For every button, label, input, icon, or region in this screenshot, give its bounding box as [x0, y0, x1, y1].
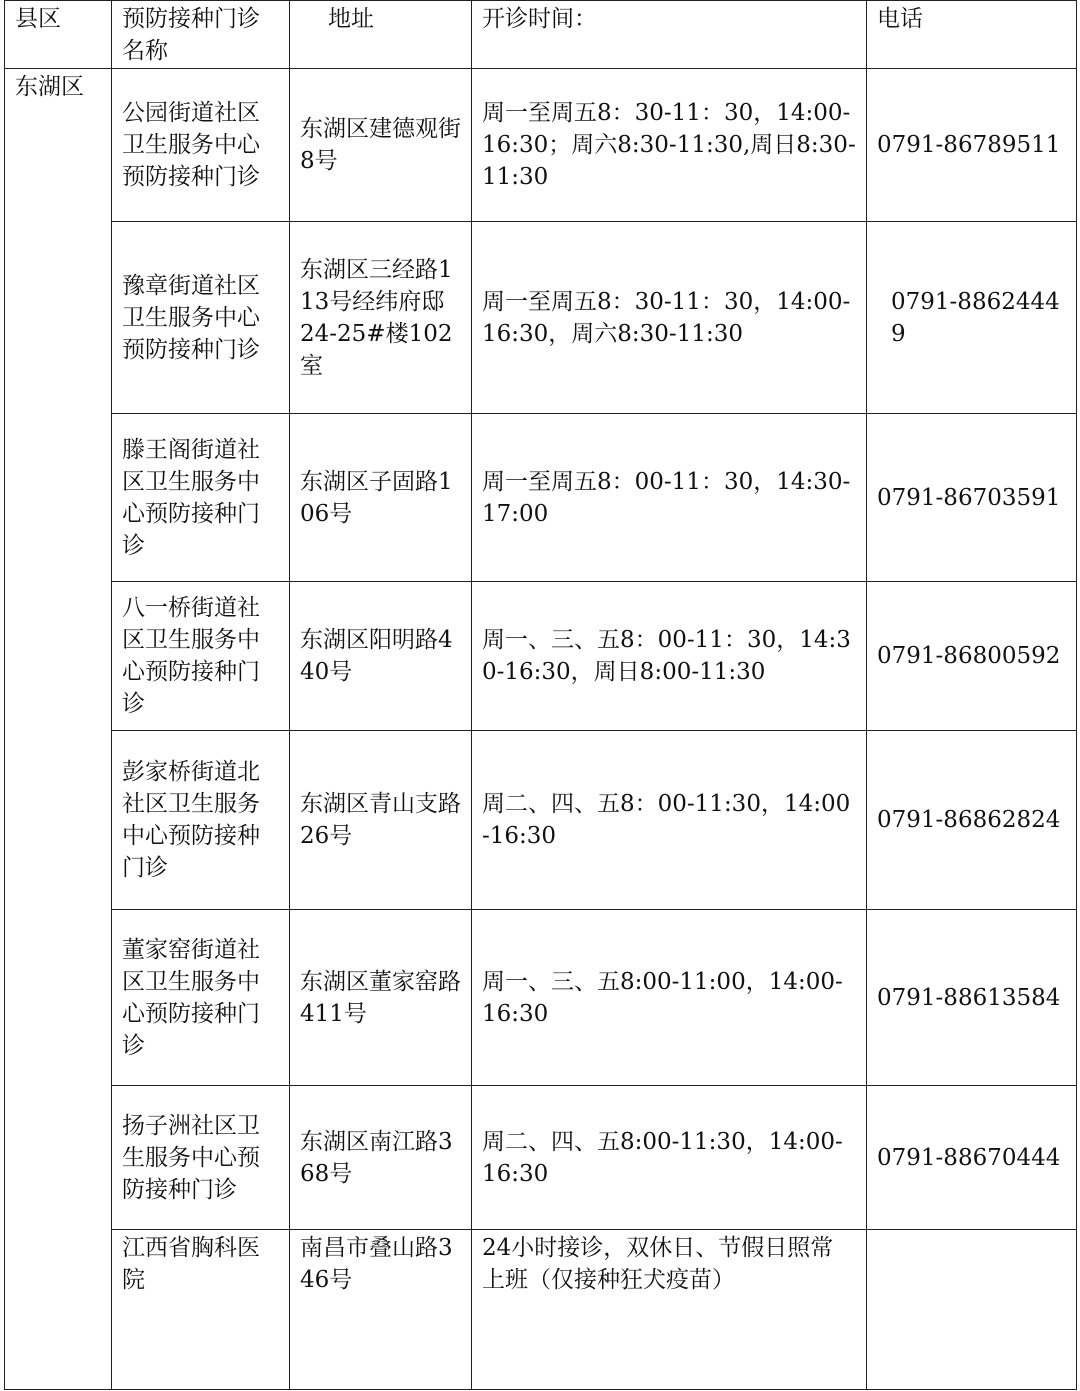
clinic-phone: 0791-86800592 — [867, 582, 1077, 731]
header-hours: 开诊时间： — [472, 1, 867, 69]
clinic-name: 扬子洲社区卫生服务中心预防接种门诊 — [112, 1086, 290, 1230]
clinic-address: 东湖区三经路113号经纬府邸 24-25#楼102室 — [290, 222, 472, 414]
clinic-name: 彭家桥街道北社区卫生服务中心预防接种门诊 — [112, 731, 290, 910]
clinic-phone: 0791-86862824 — [867, 731, 1077, 910]
clinic-address: 东湖区建德观街8号 — [290, 69, 472, 222]
clinic-address: 东湖区董家窑路411号 — [290, 910, 472, 1086]
clinic-hours: 周二、四、五8:00-11:30，14:00-16:30 — [472, 1086, 867, 1230]
table-row — [5, 731, 1077, 910]
clinic-address: 东湖区阳明路440号 — [290, 582, 472, 731]
table-row — [5, 414, 1077, 582]
clinic-hours: 24小时接诊，双休日、节假日照常上班（仅接种狂犬疫苗） — [472, 1230, 867, 1390]
header-phone: 电话 — [867, 1, 1077, 69]
clinic-phone — [867, 1230, 1077, 1390]
header-name: 预防接种门诊名称 — [112, 1, 290, 69]
clinic-phone: 0791-88624449 — [867, 222, 1077, 414]
clinic-hours: 周一至周五8：30-11：30，14:00-16:30；周六8:30-11:30,周日8:30-11:30 — [472, 69, 867, 222]
clinic-address: 东湖区南江路368号 — [290, 1086, 472, 1230]
table-row — [5, 910, 1077, 1086]
county-cell: 东湖区 — [5, 69, 112, 1390]
clinic-name: 公园街道社区卫生服务中心预防接种门诊 — [112, 69, 290, 222]
table-row — [5, 69, 1077, 222]
table-row — [5, 1230, 1077, 1390]
clinic-name: 江西省胸科医院 — [112, 1230, 290, 1390]
clinic-phone: 0791-88613584 — [867, 910, 1077, 1086]
clinic-name: 滕王阁街道社区卫生服务中心预防接种门诊 — [112, 414, 290, 582]
clinic-address: 南昌市叠山路346号 — [290, 1230, 472, 1390]
clinic-hours: 周一至周五8：30-11：30，14:00-16:30，周六8:30-11:30 — [472, 222, 867, 414]
table-header-row — [5, 1, 1077, 69]
clinic-name: 豫章街道社区卫生服务中心预防接种门诊 — [112, 222, 290, 414]
clinic-table — [4, 0, 1077, 1390]
table-row — [5, 1086, 1077, 1230]
clinic-address: 东湖区子固路106号 — [290, 414, 472, 582]
clinic-address: 东湖区青山支路26号 — [290, 731, 472, 910]
clinic-hours: 周二、四、五8：00-11:30，14:00-16:30 — [472, 731, 867, 910]
clinic-hours: 周一、三、五8：00-11：30，14:30-16:30，周日8:00-11:30 — [472, 582, 867, 731]
clinic-name: 董家窑街道社区卫生服务中心预防接种门诊 — [112, 910, 290, 1086]
table-row — [5, 222, 1077, 414]
header-address: 地址 — [290, 1, 472, 69]
clinic-phone: 0791-86789511 — [867, 69, 1077, 222]
table-row — [5, 582, 1077, 731]
clinic-hours: 周一至周五8：00-11：30，14:30-17:00 — [472, 414, 867, 582]
clinic-phone: 0791-86703591 — [867, 414, 1077, 582]
clinic-hours: 周一、三、五8:00-11:00，14:00-16:30 — [472, 910, 867, 1086]
clinic-phone: 0791-88670444 — [867, 1086, 1077, 1230]
header-county: 县区 — [5, 1, 112, 69]
clinic-name: 八一桥街道社区卫生服务中心预防接种门诊 — [112, 582, 290, 731]
